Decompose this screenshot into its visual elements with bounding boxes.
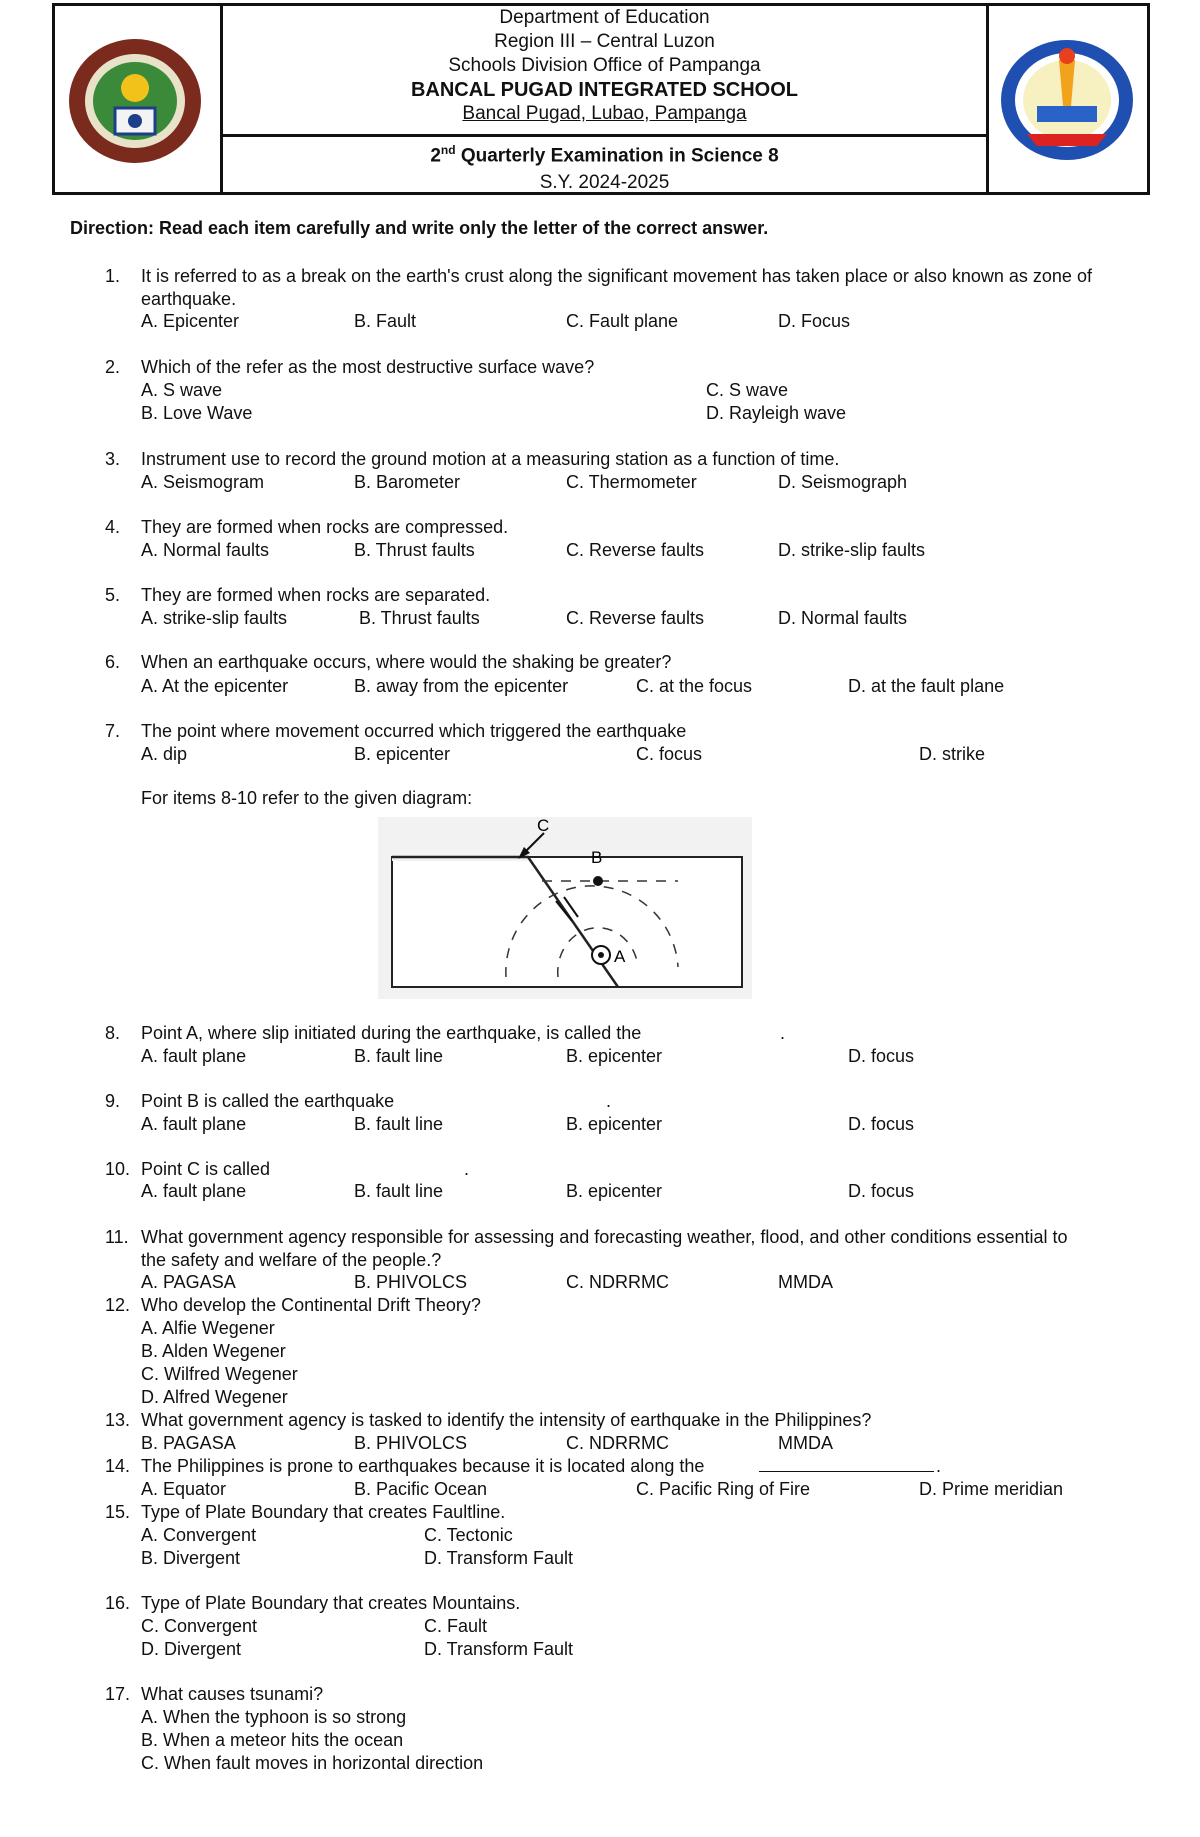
option-d: MMDA	[778, 1433, 833, 1453]
fault-diagram	[378, 817, 752, 999]
question-end: .	[936, 1456, 942, 1476]
region-line: Region III – Central Luzon	[494, 31, 715, 52]
option-b: B. PHIVOLCS	[354, 1433, 468, 1453]
question-number: 11.	[105, 1227, 129, 1247]
option-a: A. strike-slip faults	[141, 608, 288, 628]
option-b: B. PHIVOLCS	[354, 1272, 468, 1292]
question-number: 9.	[105, 1091, 121, 1111]
option-b: B. Barometer	[354, 472, 461, 492]
option-a: B. PAGASA	[141, 1433, 236, 1453]
option-c: C. When fault moves in horizontal direction	[141, 1753, 484, 1773]
option-c: C. Fault plane	[566, 311, 679, 331]
option-d: D. Transform Fault	[424, 1548, 574, 1568]
option-d: D. Focus	[778, 311, 851, 331]
answer-blank[interactable]	[759, 1455, 934, 1478]
question-end: .	[780, 1023, 786, 1043]
option-c: C. Fault	[424, 1616, 488, 1636]
option-b: B. Thrust faults	[354, 540, 475, 560]
option-b: B. Alden Wegener	[141, 1341, 286, 1361]
question-text: What government agency responsible for assessing and forecasting weather, flood, and other conditions essential to the safety and welfare of the people.?	[141, 1227, 1068, 1270]
question-number: 15.	[105, 1502, 131, 1522]
blank-line	[759, 1455, 934, 1472]
option-d: D. Rayleigh wave	[706, 403, 847, 423]
deped-logo-cell	[55, 6, 223, 192]
question-number: 14.	[105, 1456, 131, 1476]
option-d: D. Normal faults	[778, 608, 908, 628]
option-c: B. epicenter	[566, 1114, 663, 1134]
option-a: A. fault plane	[141, 1046, 247, 1066]
question-number: 13.	[105, 1410, 131, 1430]
option-d: D. Transform Fault	[424, 1639, 574, 1659]
option-b: B. When a meteor hits the ocean	[141, 1730, 404, 1750]
question-text: It is referred to as a break on the earth's crust along the significant movement has taken place or also known as zone of earthquake.	[141, 266, 1092, 309]
question-end: .	[606, 1091, 612, 1111]
department-line: Department of Education	[499, 7, 710, 28]
label-c: C	[537, 817, 550, 835]
option-b: B. fault line	[354, 1181, 444, 1201]
option-c: C. NDRRMC	[566, 1433, 669, 1453]
question-text: They are formed when rocks are separated.	[141, 585, 491, 605]
option-c: C. Thermometer	[566, 472, 697, 492]
question-number: 6.	[105, 652, 121, 672]
option-a: A. Normal faults	[141, 540, 270, 560]
option-c: C. Wilfred Wegener	[141, 1364, 298, 1384]
label-a: A	[614, 947, 626, 966]
question-text: Instrument use to record the ground motion at a measuring station as a function of time.	[141, 449, 840, 469]
option-b: B. Pacific Ocean	[354, 1479, 488, 1499]
question-number: 8.	[105, 1023, 121, 1043]
option-d: D. focus	[848, 1181, 915, 1201]
option-c: B. epicenter	[566, 1046, 663, 1066]
direction-text: Direction: Read each item carefully and write only the letter of the correct answer.	[70, 218, 769, 238]
option-a: A. Alfie Wegener	[141, 1318, 275, 1338]
fault-diagram-figure	[378, 817, 752, 999]
question-text: Type of Plate Boundary that creates Faultline.	[141, 1502, 506, 1522]
diagram-note: For items 8-10 refer to the given diagram:	[141, 788, 473, 808]
option-d: D. at the fault plane	[848, 676, 1005, 696]
question-number: 16.	[105, 1593, 131, 1613]
question-text: What causes tsunami?	[141, 1684, 324, 1704]
question-text: Which of the refer as the most destructive surface wave?	[141, 357, 595, 377]
question-text: Point C is called	[141, 1159, 271, 1179]
option-c: C. NDRRMC	[566, 1272, 669, 1292]
question-text: When an earthquake occurs, where would the shaking be greater?	[141, 652, 672, 672]
option-b: B. away from the epicenter	[354, 676, 569, 696]
question-text: The Philippines is prone to earthquakes because it is located along the	[141, 1456, 705, 1476]
option-c: C. Reverse faults	[566, 540, 705, 560]
question-number: 17.	[105, 1684, 131, 1704]
question-text: Point B is called the earthquake	[141, 1091, 395, 1111]
exam-title: 2nd Quarterly Examination in Science 8	[430, 143, 779, 167]
school-name: BANCAL PUGAD INTEGRATED SCHOOL	[410, 79, 799, 101]
question-number: 5.	[105, 585, 121, 605]
school-seal-icon	[997, 36, 1137, 164]
option-a: A. At the epicenter	[141, 676, 289, 696]
option-c: B. epicenter	[566, 1181, 663, 1201]
option-b: B. epicenter	[354, 744, 451, 764]
point-b	[593, 876, 603, 886]
option-a: A. Epicenter	[141, 311, 240, 331]
option-d: D. strike-slip faults	[778, 540, 926, 560]
option-d: D. focus	[848, 1114, 915, 1134]
option-d: MMDA	[778, 1272, 833, 1292]
option-b: B. fault line	[354, 1114, 444, 1134]
option-c: C. Reverse faults	[566, 608, 705, 628]
option-a: A. Convergent	[141, 1525, 257, 1545]
question-end: .	[464, 1159, 470, 1179]
header-table	[52, 3, 1150, 195]
option-b: B. Divergent	[141, 1548, 241, 1568]
question-number: 4.	[105, 517, 121, 537]
option-a: C. Convergent	[141, 1616, 258, 1636]
option-b: B. Thrust faults	[359, 608, 480, 628]
label-b: B	[591, 848, 603, 867]
option-a: A. fault plane	[141, 1114, 247, 1134]
school-year: S.Y. 2024-2025	[539, 172, 670, 194]
option-c: C. S wave	[706, 380, 789, 400]
question-number: 1.	[105, 266, 121, 286]
question-text: What government agency is tasked to identify the intensity of earthquake in the Philippines?	[141, 1410, 872, 1430]
school-logo-cell	[986, 6, 1147, 192]
option-d: D. focus	[848, 1046, 915, 1066]
question-number: 3.	[105, 449, 121, 469]
school-address: Bancal Pugad, Lubao, Pampanga	[462, 103, 747, 124]
option-a: A. dip	[141, 744, 188, 764]
option-d: D. Prime meridian	[919, 1479, 1064, 1499]
question-text: Point A, where slip initiated during the earthquake, is called the	[141, 1023, 642, 1043]
option-c: C. Tectonic	[424, 1525, 513, 1545]
header-title-block	[223, 6, 986, 137]
question-number: 2.	[105, 357, 121, 377]
deped-seal-icon	[65, 36, 205, 166]
question-text: The point where movement occurred which triggered the earthquake	[141, 721, 687, 741]
option-b: D. Divergent	[141, 1639, 242, 1659]
question-text: They are formed when rocks are compressed.	[141, 517, 509, 537]
option-a: A. When the typhoon is so strong	[141, 1707, 407, 1727]
exam-title-block	[223, 137, 986, 192]
question-number: 12.	[105, 1295, 131, 1315]
option-b: B. fault line	[354, 1046, 444, 1066]
option-d: D. Seismograph	[778, 472, 908, 492]
question-text: Who develop the Continental Drift Theory?	[141, 1295, 481, 1315]
option-a: A. fault plane	[141, 1181, 247, 1201]
question-number: 7.	[105, 721, 121, 741]
question-number: 10.	[105, 1159, 131, 1179]
option-d: D. Alfred Wegener	[141, 1387, 288, 1407]
option-a: A. PAGASA	[141, 1272, 236, 1292]
option-c: C. Pacific Ring of Fire	[636, 1479, 811, 1499]
option-a: A. Seismogram	[141, 472, 265, 492]
option-c: C. focus	[636, 744, 703, 764]
question-text: Type of Plate Boundary that creates Mountains.	[141, 1593, 521, 1613]
option-a: A. S wave	[141, 380, 223, 400]
option-c: C. at the focus	[636, 676, 753, 696]
division-line: Schools Division Office of Pampanga	[448, 55, 761, 76]
option-b: B. Love Wave	[141, 403, 253, 423]
option-a: A. Equator	[141, 1479, 227, 1499]
option-b: B. Fault	[354, 311, 417, 331]
option-d: D. strike	[919, 744, 986, 764]
